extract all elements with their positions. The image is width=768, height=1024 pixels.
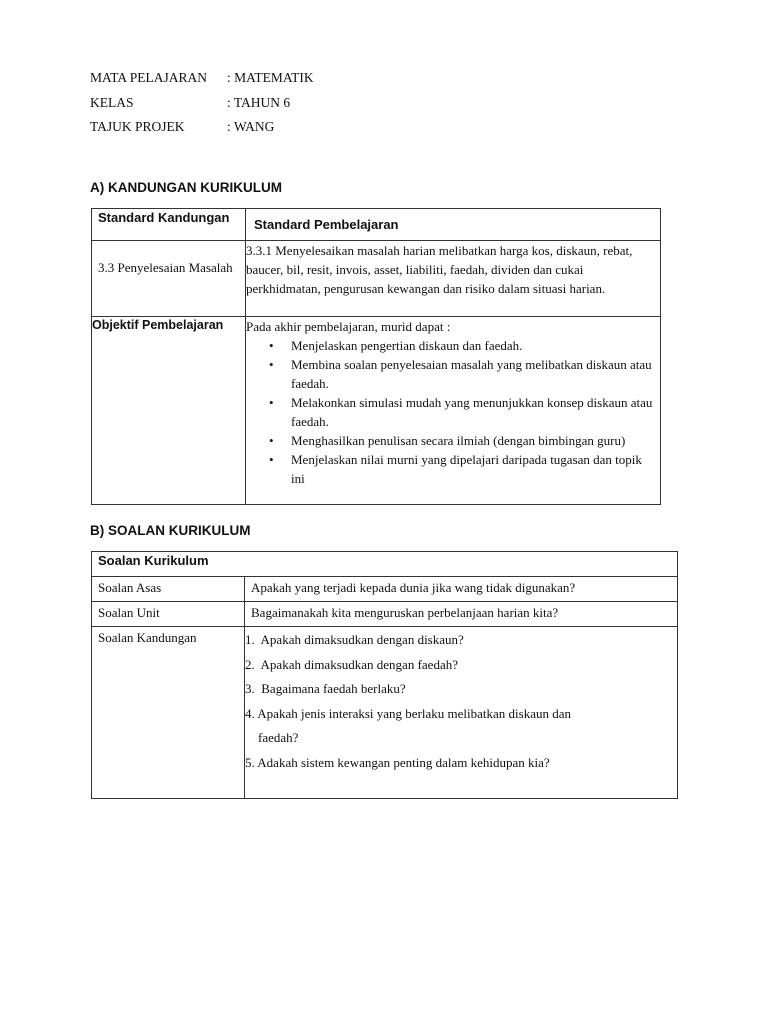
standard-kandungan-text: 3.3 Penyelesaian Masalah: [98, 260, 233, 275]
questions-header: Soalan Kurikulum: [98, 553, 209, 568]
question-text: Apakah yang terjadi kepada dunia jika wang tidak digunakan?: [251, 580, 576, 595]
list-item: • Menjelaskan pengertian diskaun dan faedah.: [291, 336, 654, 355]
question-label: Soalan Unit: [98, 605, 160, 620]
list-item: faedah?: [245, 730, 299, 745]
objective-cell: [246, 317, 661, 505]
header-row-subject: [90, 70, 314, 86]
list-item: 1. Apakah dimaksudkan dengan diskaun?: [245, 632, 464, 647]
header-key: MATA PELAJARAN: [90, 70, 208, 85]
objective-label-cell: [92, 317, 246, 505]
header-key: TAJUK PROJEK: [90, 119, 185, 134]
header-row-class: [90, 95, 290, 111]
section-a-title: A) KANDUNGAN KURIKULUM: [90, 180, 282, 195]
header-value: : MATEMATIK: [227, 70, 314, 85]
col2-header: Standard Pembelajaran: [254, 217, 399, 232]
section-b-title: B) SOALAN KURIKULUM: [90, 523, 251, 538]
header-row-project: [90, 119, 274, 135]
list-item: 3. Bagaimana faedah berlaku?: [245, 681, 406, 696]
standard-pembelajaran-cell: [246, 241, 661, 317]
list-item: 5. Adakah sistem kewangan penting dalam kehidupan kia?: [245, 754, 550, 770]
kandungan-label-cell: [92, 627, 245, 799]
list-item: • Melakonkan simulasi mudah yang menunjukkan konsep diskaun atau faedah.: [291, 393, 654, 431]
header-value: : TAHUN 6: [227, 95, 291, 110]
header-value: : WANG: [227, 119, 275, 134]
question-text: Bagaimanakah kita menguruskan perbelanjaan harian kita?: [251, 605, 559, 620]
list-item: • Menjelaskan nilai murni yang dipelajari daripada tugasan dan topik ini: [291, 450, 654, 488]
col1-header: Standard Kandungan: [98, 210, 230, 225]
objective-list: [246, 336, 654, 488]
standard-kandungan-cell: [92, 241, 246, 317]
table-row-label: [92, 577, 245, 602]
list-item: • Membina soalan penyelesaian masalah yang melibatkan diskaun atau faedah.: [291, 355, 654, 393]
questions-header-cell: [92, 552, 678, 577]
kandungan-questions-cell: [245, 627, 678, 799]
kandungan-label: Soalan Kandungan: [98, 630, 197, 645]
col2-header-cell: [246, 209, 661, 241]
objective-intro: Pada akhir pembelajaran, murid dapat :: [246, 319, 451, 334]
table-row-label: [92, 602, 245, 627]
question-label: Soalan Asas: [98, 580, 162, 595]
list-item: 4. Apakah jenis interaksi yang berlaku melibatkan diskaun dan: [245, 705, 571, 721]
table-row-value: [245, 602, 678, 627]
header-key: KELAS: [90, 95, 134, 110]
col1-header-cell: [92, 209, 246, 241]
list-item: 2. Apakah dimaksudkan dengan faedah?: [245, 656, 458, 672]
list-item: • Menghasilkan penulisan secara ilmiah (dengan bimbingan guru): [291, 431, 654, 450]
curriculum-content-table: [91, 208, 661, 505]
curriculum-questions-table: [91, 551, 678, 799]
table-row-value: [245, 577, 678, 602]
standard-pembelajaran-text: 3.3.1 Menyelesaikan masalah harian melibatkan harga kos, diskaun, rebat, baucer, bil, resit, invois, asset, liabiliti, faedah, dividen dan cukai perkhidmatan, pengurusan kewangan dan risiko dalam situasi harian.: [246, 243, 633, 296]
objective-label: Objektif Pembelajaran: [92, 318, 224, 332]
